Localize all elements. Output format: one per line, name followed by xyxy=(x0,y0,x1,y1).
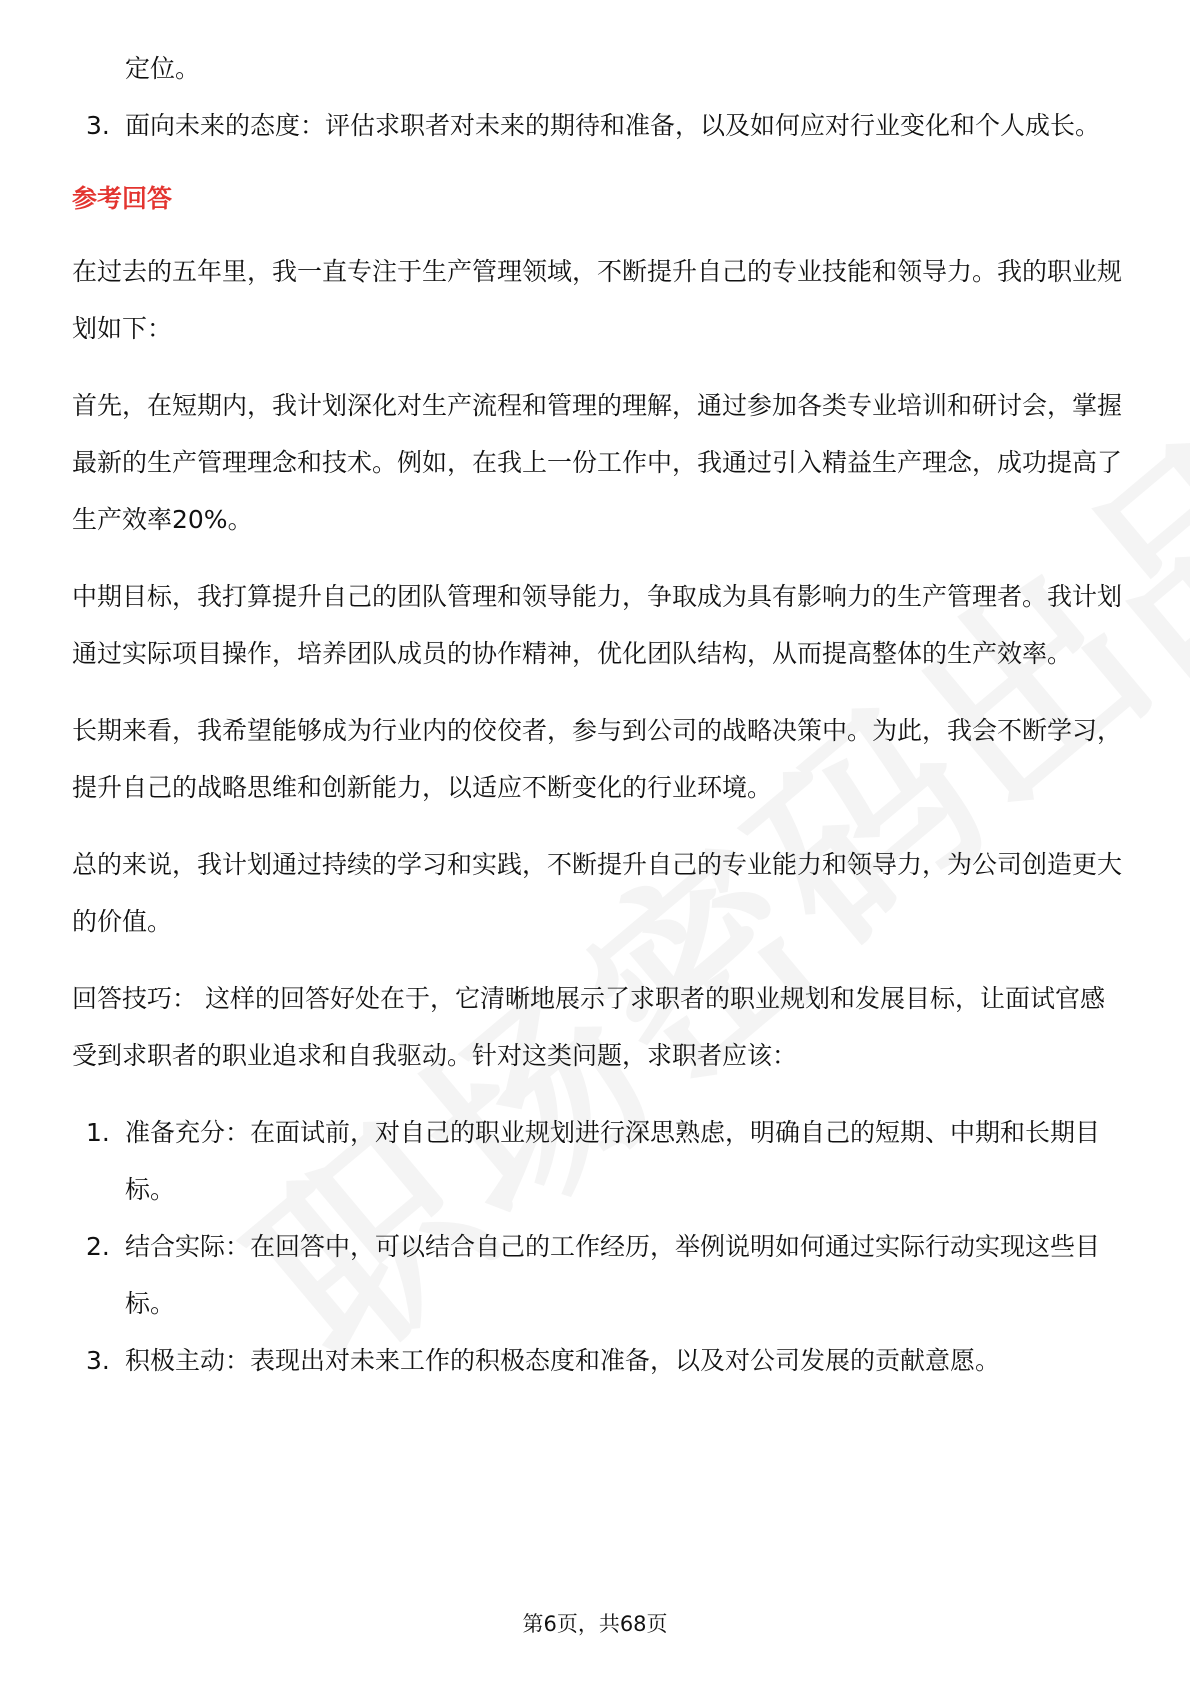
list-item xyxy=(72,1218,1127,1332)
intro-list xyxy=(72,40,1127,154)
list-item-number: 3. xyxy=(86,1346,110,1375)
answer-paragraph-4: 长期来看，我希望能够成为行业内的佼佼者，参与到公司的战略决策中。为此，我会不断学习，提升自己的战略思维和创新能力，以适应不断变化的行业环境。 xyxy=(72,716,1123,802)
list-item xyxy=(72,40,1127,97)
list-item-number: 3. xyxy=(86,111,110,140)
list-item xyxy=(72,97,1127,154)
answer-paragraph-5: 总的来说，我计划通过持续的学习和实践，不断提升自己的专业能力和领导力，为公司创造更大的价值。 xyxy=(72,850,1123,936)
list-item-number: 2. xyxy=(86,1232,110,1261)
list-item-text: 结合实际：在回答中，可以结合自己的工作经历，举例说明如何通过实际行动实现这些目标。 xyxy=(125,1232,1101,1318)
list-item xyxy=(72,1332,1127,1389)
section-heading: 参考回答 xyxy=(72,184,173,213)
list-item-text: 面向未来的态度：评估求职者对未来的期待和准备，以及如何应对行业变化和个人成长。 xyxy=(125,111,1101,140)
answer-paragraph-2: 首先，在短期内，我计划深化对生产流程和管理的理解，通过参加各类专业培训和研讨会，掌握最新的生产管理理念和技术。例如，在我上一份工作中，我通过引入精益生产理念，成功提高了生产效率20%。 xyxy=(72,391,1123,534)
list-item-text: 积极主动：表现出对未来工作的积极态度和准备，以及对公司发展的贡献意愿。 xyxy=(125,1346,1001,1375)
answer-paragraph-1: 在过去的五年里，我一直专注于生产管理领域，不断提升自己的专业技能和领导力。我的职业规划如下： xyxy=(72,257,1123,343)
list-item xyxy=(72,1104,1127,1218)
answer-tips-intro: 回答技巧： 这样的回答好处在于，它清晰地展示了求职者的职业规划和发展目标，让面试官感受到求职者的职业追求和自我驱动。针对这类问题，求职者应该： xyxy=(72,984,1105,1070)
page-content xyxy=(72,40,1127,1389)
list-item-text: 定位。 xyxy=(125,54,201,83)
page-number-footer: 第6页，共68页 xyxy=(522,1612,668,1636)
list-item-number: 1. xyxy=(86,1118,110,1147)
answer-paragraph-3: 中期目标，我打算提升自己的团队管理和领导能力，争取成为具有影响力的生产管理者。我计划通过实际项目操作，培养团队成员的协作精神，优化团队结构，从而提高整体的生产效率。 xyxy=(72,582,1123,668)
list-item-text: 准备充分：在面试前，对自己的职业规划进行深思熟虑，明确自己的短期、中期和长期目标。 xyxy=(125,1118,1101,1204)
tips-list xyxy=(72,1104,1127,1389)
